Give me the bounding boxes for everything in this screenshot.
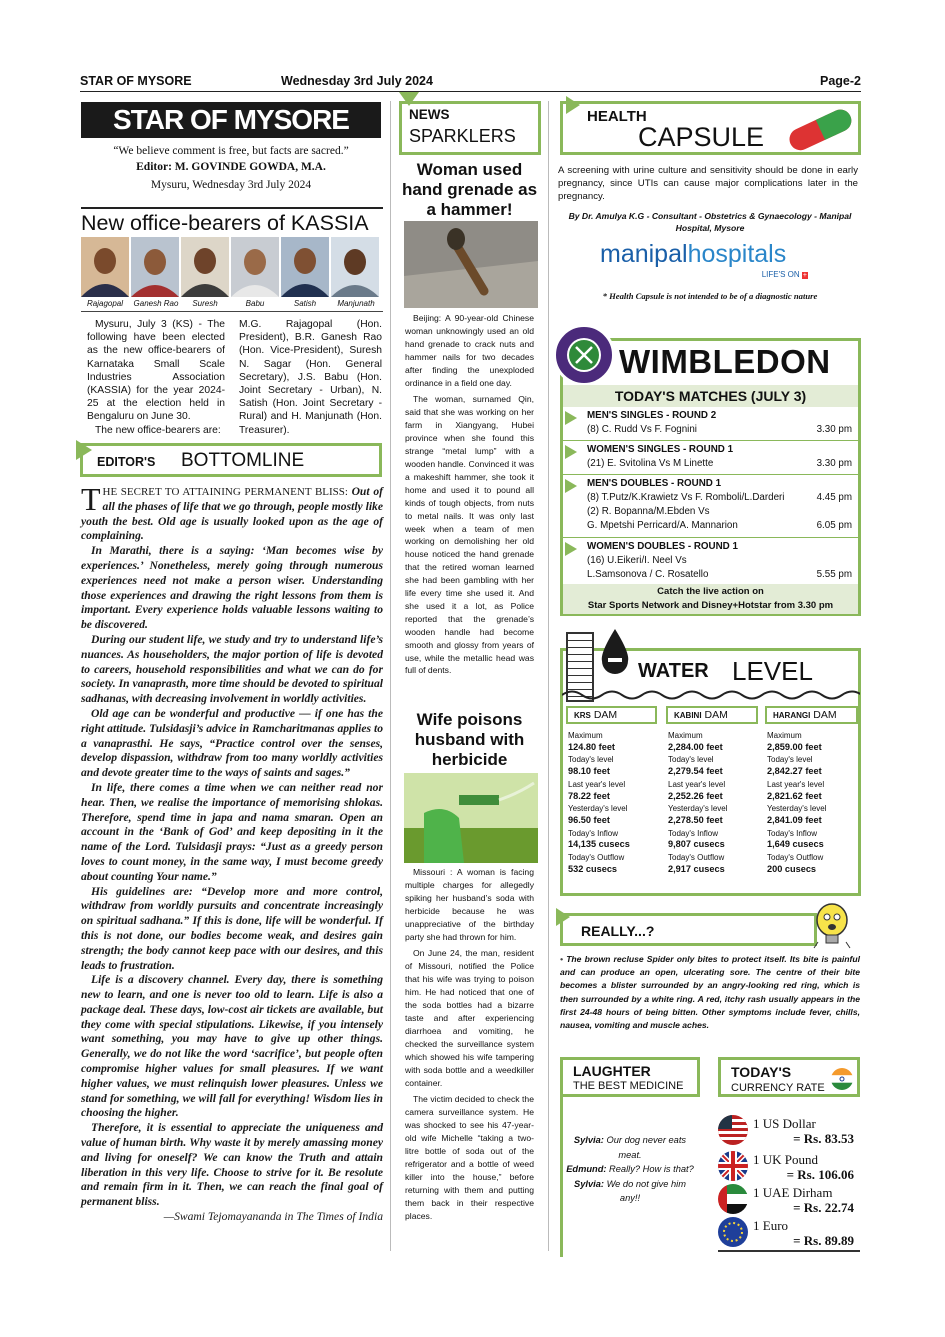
water-label-a: WATER — [638, 660, 709, 682]
india-flag-icon — [831, 1068, 853, 1090]
manipal-tagline-text: LIFE'S ON — [761, 270, 800, 279]
really-header — [560, 913, 817, 946]
value: 98.10 feet — [568, 766, 610, 777]
herbicide-photo — [404, 773, 538, 863]
currency-unit: 1 UAE Dirham — [753, 1185, 833, 1200]
label: Today's level — [568, 755, 614, 765]
currency-unit: 1 UK Pound — [753, 1152, 819, 1167]
editors-bottomline-header — [80, 443, 382, 477]
rate-usd — [718, 1115, 860, 1145]
dam-suffix: DAM — [593, 709, 618, 721]
value: 2,841.09 feet — [767, 814, 822, 825]
label: Last year's level — [568, 779, 626, 789]
speaker: Sylvia: — [574, 1178, 604, 1189]
editorial-para-3: During our student life, we study and try to understand life’s nuances. As householders, the major portion of life is devoted to careers, household responsibilities and what we can do for society. In vanaprasth, more time should be devoted to spiritual sadhanas, with decreasing involvement in worldly activities. — [81, 632, 383, 706]
health-label-a: HEALTH — [587, 108, 647, 125]
wimbledon-badge — [553, 324, 615, 386]
editor-label-b: BOTTOMLINE — [181, 450, 305, 471]
currency-label-a: TODAY'S — [731, 1064, 792, 1080]
health-note: * Health Capsule is not intended to be of a diagnostic nature — [602, 291, 818, 301]
story1-para-2: The woman, surnamed Qin, said that she was working on her farm in Xiangyang, Hubei province when she found this strange “metal lump” with a wooden handle. Convinced it was a makeshift hammer, she took it home and used it to pound all kinds of tough objects, from nuts to metal nails. It was only last week when a team of men working on demolishing her old house noticed the hand grenade that the retired woman learned she had been gambling with her life every time she used it. And she used it a lot, as Police reported that the grenade’s wooden handle had become smooth and glossy from years of use, while the metallic head was full of dents. — [405, 394, 534, 676]
triangle-icon — [565, 445, 577, 459]
currency-header — [718, 1057, 860, 1097]
editorial-lead: HE SECRET TO ATTAINING PERMANENT BLISS: — [102, 486, 352, 498]
caption-5: Satish — [293, 299, 317, 308]
health-text: A screening with urine culture and sensitivity should be done in early pregnancy, since UTIs can cause major complications later in the pregnancy. — [558, 165, 858, 202]
caption-2: Ganesh Rao — [133, 299, 179, 308]
caption-3: Suresh — [192, 299, 218, 308]
harangi-dam-header — [765, 706, 858, 724]
divider — [563, 440, 858, 441]
news-label-b: SPARKLERS — [409, 126, 516, 146]
editorial-para-6: His guidelines are: “Develop more and more control, withdraw from worldly pursuits and concentrate increasingly on spiritual sadhana.” If this is done, life will be wonderful. If this is not done, our bodies become weak, and desires gain strength; the body cannot keep pace with our desires, and this leads to frustration. — [81, 884, 383, 972]
health-corner-triangle — [566, 96, 580, 114]
editorial-para-2: In Marathi, there is a saying: ‘Man becomes wise by experiences.’ Nonetheless, merely going through numerous experiences need not make a person wiser. Understanding those experiences and drawing the right lessons from them is important. Every experience holds valuable lessons waiting to be discovered. — [81, 544, 383, 632]
masthead-dateline: Mysuru, Wednesday 3rd July 2024 — [150, 179, 312, 191]
dam-name: KRS — [574, 711, 591, 720]
value: 2,917 cusecs — [668, 863, 725, 874]
rate-aed — [718, 1184, 860, 1214]
match-players: (8) C. Rudd Vs F. Fognini — [587, 424, 697, 435]
event-mens-singles — [560, 409, 860, 439]
wimbledon-title: WIMBLEDON — [619, 343, 831, 380]
kabini-dam-data — [668, 731, 763, 877]
value: 78.22 feet — [568, 790, 610, 801]
capsule-icon — [779, 103, 861, 155]
match-time: 5.55 pm — [816, 569, 852, 580]
story2-para-2: On June 24, the man, resident of Missouri, notified the Police that his wife was trying to poison him. He had noticed that one of the soda bottles had a bizarre taste and after experiencing diarrhoea and vomiting, he checked the surveillance system which showed his wife tampering with soda bottle and a weedkiller container. — [405, 948, 534, 1088]
laughter-label-b: THE BEST MEDICINE — [573, 1080, 684, 1092]
value: 200 cusecs — [767, 863, 817, 874]
value: 14,135 cusecs — [568, 839, 630, 850]
value: 2,842.27 feet — [767, 766, 822, 777]
divider — [563, 537, 858, 538]
column-rule-2 — [548, 101, 549, 1251]
manipal-logo — [600, 240, 830, 284]
manipal-logo-b: hospitals — [687, 240, 787, 268]
match-players: L.Samsonova / C. Rosatello — [587, 569, 709, 580]
news-label-a: NEWS — [409, 107, 450, 122]
caption-4: Babu — [245, 299, 265, 308]
value: 2,278.50 feet — [668, 814, 723, 825]
story1-body — [405, 312, 534, 677]
editor-label-a: EDITOR'S — [97, 455, 156, 469]
story1-headline: Woman used hand grenade as a hammer! — [401, 160, 538, 219]
health-label-b: CAPSULE — [638, 122, 765, 152]
label: Last year's level — [767, 779, 825, 789]
value: 96.50 feet — [568, 814, 610, 825]
match-time: 3.30 pm — [816, 458, 852, 469]
value: 1,649 cusecs — [767, 839, 824, 850]
us-flag-icon — [718, 1115, 748, 1145]
line-text: We do not give him any!! — [603, 1178, 686, 1203]
photo-ganesh-rao — [131, 237, 179, 297]
kassia-para-2: The new office-bearers are: — [95, 424, 221, 436]
news-sparklers-header — [399, 101, 541, 155]
match-players: G. Mpetshi Perricard/A. Mannarion — [587, 520, 738, 531]
editorial-body — [81, 481, 383, 1225]
joke-line-3 — [565, 1177, 695, 1206]
speaker: Sylvia: — [573, 1135, 604, 1145]
currency-unit: 1 US Dollar — [753, 1116, 816, 1131]
currency-rate: = Rs. 83.53 — [793, 1131, 854, 1146]
harangi-dam-data — [767, 731, 862, 877]
event-name: WOMEN'S SINGLES - ROUND 1 — [587, 444, 734, 455]
speaker: Edmund: — [566, 1164, 607, 1174]
grenade-photo — [404, 221, 538, 308]
label: Yesterday's level — [668, 804, 728, 814]
match-time: 4.45 pm — [816, 492, 852, 503]
divider — [81, 311, 383, 312]
issue-date: Wednesday 3rd July 2024 — [281, 74, 433, 88]
label: Yesterday's level — [568, 804, 628, 814]
eu-flag-icon — [718, 1217, 748, 1247]
wimbledon-subtitle: TODAY'S MATCHES (JULY 3) — [563, 385, 858, 407]
page-header — [80, 72, 861, 92]
joke-line-2 — [565, 1162, 695, 1177]
event-name: MEN'S DOUBLES - ROUND 1 — [587, 478, 722, 489]
krs-dam-header — [566, 706, 657, 724]
event-womens-singles — [560, 443, 860, 473]
currency-rate: = Rs. 106.06 — [786, 1167, 854, 1182]
event-name: MEN'S SINGLES - ROUND 2 — [587, 410, 717, 421]
dropcap: T — [81, 481, 101, 517]
triangle-icon — [565, 542, 577, 556]
currency-rate: = Rs. 89.89 — [793, 1233, 854, 1248]
story2-headline: Wife poisons husband with herbicide — [414, 710, 525, 769]
editorial-para-1: Out of all the phases of life that we go through, people mostly like youth the best. Old age is usually looked upon as the age of complaining. — [81, 485, 383, 543]
value: 2,859.00 feet — [767, 741, 822, 752]
value: 2,252.26 feet — [668, 790, 723, 801]
uk-flag-icon — [718, 1151, 748, 1181]
kassia-body-2: M.G. Rajagopal (Hon. President), B.R. Ganesh Rao (Hon. Vice-President), Suresh N. Sagar (Hon. General Secretary), J.S. Babu (Hon. Joint Secretary - Urban), N. Satish (Hon. Joint Secretary - Rural) and H. Manjunath (Hon. Treasurer). — [239, 319, 382, 436]
paper-name: STAR OF MYSORE — [80, 74, 192, 88]
dam-name: KABINI — [674, 711, 702, 720]
label: Today's level — [767, 755, 813, 765]
event-womens-doubles — [560, 540, 860, 584]
triangle-icon — [565, 479, 577, 493]
wimbledon-footer — [563, 584, 858, 614]
uae-flag-icon — [718, 1184, 748, 1214]
match-time: 3.30 pm — [816, 424, 852, 435]
label: Today's Inflow — [767, 828, 817, 838]
masthead-info — [81, 143, 381, 193]
label: Today's Outflow — [767, 853, 824, 863]
laughter-header — [560, 1057, 700, 1097]
line-text: Really? How is that? — [606, 1164, 694, 1174]
krs-dam-data — [568, 731, 663, 877]
currency-label-b: CURRENCY RATE — [731, 1082, 825, 1094]
dam-name: HARANGI — [773, 711, 811, 720]
story1-para-1: Beijing: A 90-year-old Chinese woman unknowingly used an old hand grenade to crack nuts and hammer nails for two decades after finding the unexploded ordinance in a field one day. — [405, 313, 534, 388]
photo-suresh — [181, 237, 229, 297]
footer-line-2: Star Sports Network and Disney+Hotstar from 3.30 pm — [587, 600, 834, 611]
rate-gbp — [718, 1151, 860, 1181]
label: Today's Outflow — [568, 853, 625, 863]
story2-para-1: Missouri : A woman is facing multiple charges for allegedly spiking her husband’s soda with herbicide because he was unappreciative of the birthday party she had thrown for him. — [405, 867, 534, 942]
value: 532 cusecs — [568, 863, 618, 874]
label: Maximum — [568, 731, 603, 740]
health-byline: By Dr. Amulya K.G - Consultant - Obstetrics & Gynaecology - Manipal Hospital, Mysore — [568, 211, 852, 233]
triangle-icon — [565, 411, 577, 425]
story2-body — [405, 866, 534, 1222]
divider — [563, 474, 858, 475]
value: 9,807 cusecs — [668, 839, 725, 850]
really-text — [560, 953, 860, 1032]
laughter-jokes — [565, 1133, 695, 1206]
label: Today's Inflow — [568, 828, 618, 838]
line-text: Our dog never eats meat. — [603, 1135, 687, 1160]
editorial-para-4: Old age can be wonderful and productive — if one has the right attitude. Tulsidasji’s advice in Ramcharitmanas applies to a vanaprasthi. He says, “Practice control over the senses, develop dispassion, withdraw from too many worldly activities and devote greater time to the ways of saints and sages.” — [81, 706, 383, 780]
editorial-para-7: Life is a discovery channel. Every day, there is something new to learn, and one is never too old to learn. Life is also a package deal. These days, low-cost air tickets are available, but they come with special stipulations. Likewise, if you intensely want something, you may have to give up other things. Generally, we do not like the word ‘sacrifice’, but people often compromise higher values for small pleasures. If we want higher values, we must relinquish lower pleasures. Unless we stand for something, we will fall for everything! Wisdom lies in choosing the higher. — [81, 973, 383, 1120]
story2-para-3: The victim decided to check the camera surveillance system. He was shocked to see his 47-year-old wife Michelle “taking a two-litre bottle of soda out of the refrigerator and a bottle of weed killer into the house,” before returning with them and putting them back in their respective places. — [405, 1094, 534, 1221]
wave-icon — [562, 688, 860, 702]
label: Yesterday's level — [767, 804, 827, 814]
laughter-label-a: LAUGHTER — [573, 1063, 651, 1079]
currency-rule — [718, 1250, 860, 1252]
masthead-title: STAR OF MYSORE — [81, 102, 381, 138]
kassia-headline: New office-bearers of KASSIA — [81, 207, 383, 236]
bullet: • — [560, 954, 564, 964]
kassia-para-1: Mysuru, July 3 (KS) - The following have been elected as the new office-bearers of Karnataka Small Scale Industries Association (KASSIA) for the year 2024-25 at the election held in Bengaluru on June 30. — [87, 319, 225, 423]
match-players: (21) E. Svitolina Vs M Linette — [587, 458, 714, 469]
really-corner-triangle — [556, 908, 570, 926]
value: 2,279.54 feet — [668, 766, 723, 777]
column-rule-1 — [390, 101, 391, 1251]
match-time: 6.05 pm — [816, 520, 852, 531]
masthead-motto: “We believe comment is free, but facts are sacred.” — [113, 145, 349, 157]
label: Today's Inflow — [668, 828, 718, 838]
dam-suffix: DAM — [704, 709, 728, 721]
manipal-tagline: LIFE'S ON + — [761, 270, 807, 279]
event-name: WOMEN'S DOUBLES - ROUND 1 — [587, 541, 738, 552]
bulb-icon — [812, 902, 852, 950]
photo-manjunath — [331, 237, 379, 297]
photo-rajagopal — [81, 237, 129, 297]
manipal-logo-a: manipal — [600, 240, 688, 268]
editor-corner-triangle — [76, 440, 92, 460]
label: Last year's level — [668, 779, 726, 789]
label: Today's Outflow — [668, 853, 725, 863]
match-players: (2) R. Bopanna/M.Ebden Vs — [587, 506, 710, 517]
currency-unit: 1 Euro — [753, 1218, 789, 1233]
caption-6: Manjunath — [337, 299, 375, 308]
currency-rate: = Rs. 22.74 — [793, 1200, 854, 1215]
dam-suffix: DAM — [813, 709, 837, 721]
masthead-editor: Editor: M. GOVINDE GOWDA, M.A. — [136, 161, 326, 173]
photo-satish — [281, 237, 329, 297]
editorial-credit: —Swami Tejomayananda in The Times of India — [163, 1210, 383, 1224]
caption-1: Rajagopal — [86, 299, 124, 308]
footer-line-1: Catch the live action on — [657, 586, 764, 597]
laughter-rule — [560, 1097, 563, 1257]
photo-babu — [231, 237, 279, 297]
really-body: The brown recluse Spider only bites to protect itself. Its bite is painful and can produce an open, ulcerating sore. The centre of their bite becomes a blister surrounded by an angry-looking red ring, which is then surrounded by a white ring. A red, itchy rash usually appears in the first 24-48 hours of being bitten. Other symptoms include fever, chills, nausea, vomiting and muscle aches. — [560, 954, 861, 1031]
water-label-b: LEVEL — [732, 656, 813, 686]
really-title: REALLY...? — [581, 923, 655, 939]
label: Maximum — [767, 731, 802, 740]
editorial-para-8: Therefore, it is essential to appreciate the uniqueness and value of human birth. Why waste it by merely amassing money and living for oneself? We can know the Truth and attain liberation in this very life. Choose to strive for it. Be resolute and remain firm in it. Then, we can reach the final goal of permanent bliss. — [81, 1121, 383, 1209]
value: 2,821.62 feet — [767, 790, 822, 801]
news-corner-triangle — [399, 92, 419, 106]
rate-eur — [718, 1217, 860, 1247]
editorial-para-5: In life, there comes a time when we can neither read nor hear. Then, we realise the importance of memorising shlokas. Therefore, spend time in japa and nama smaran. Open an account in the ‘Bank of God’ and keep depositing in it the name of the Lord. Tulsidasji prays: “Just as a greedy person loves to count money, in the same way, I must become greedy about counting Your name.” — [81, 780, 383, 883]
value: 2,284.00 feet — [668, 741, 723, 752]
match-players: (8) T.Putz/K.Krawietz Vs F. Romboli/L.Darderi — [587, 492, 785, 503]
label: Today's level — [668, 755, 714, 765]
value: 124.80 feet — [568, 741, 615, 752]
event-mens-doubles — [560, 477, 860, 535]
page-number: Page-2 — [820, 74, 861, 88]
kabini-dam-header — [666, 706, 758, 724]
label: Maximum — [668, 731, 703, 740]
water-drop-icon — [598, 627, 632, 675]
match-players: (16) U.Eikeri/I. Neel Vs — [587, 555, 687, 566]
kassia-body-1 — [87, 318, 225, 437]
joke-line-1 — [565, 1133, 695, 1162]
